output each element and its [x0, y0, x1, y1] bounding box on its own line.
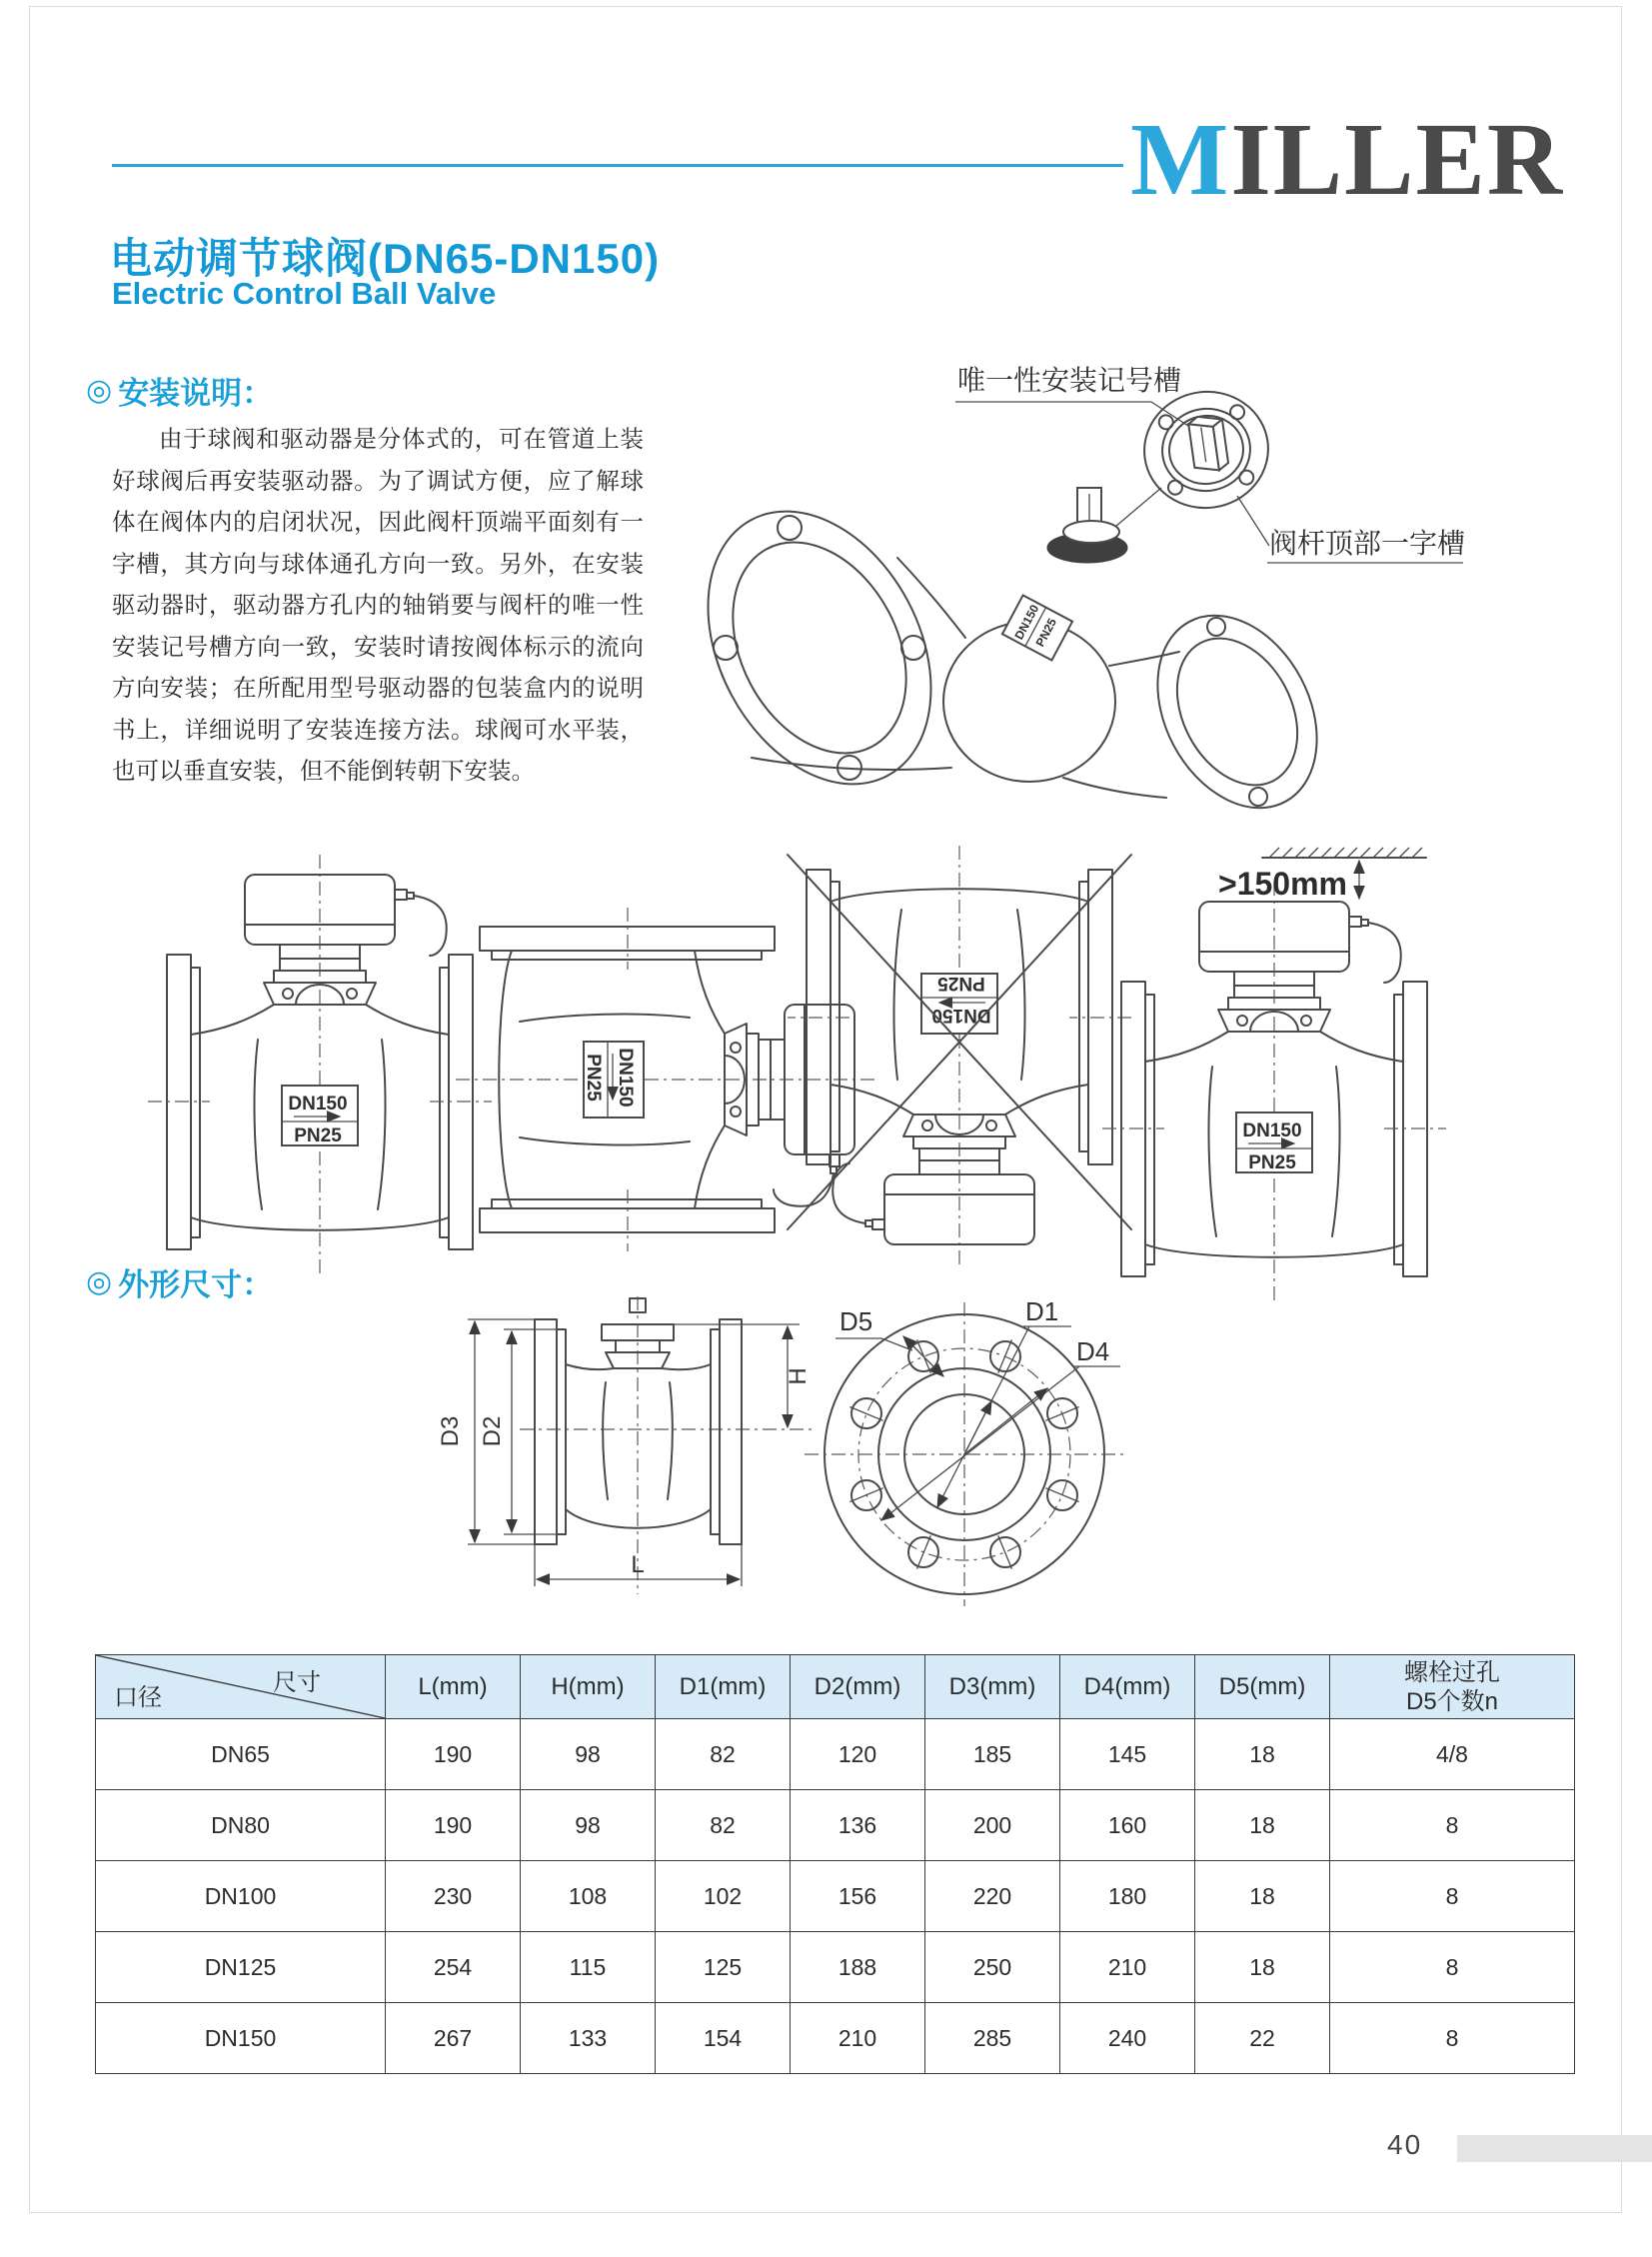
col-header-D4: D4(mm): [1060, 1655, 1195, 1719]
corner-label-size: 尺寸: [273, 1669, 321, 1696]
footer-bar: [1457, 2135, 1652, 2162]
table-corner-cell: [96, 1655, 386, 1719]
clearance-label: >150mm: [1218, 866, 1347, 902]
fig-horizontal-ok: [148, 855, 492, 1274]
col-header-D5: D5(mm): [1195, 1655, 1330, 1719]
install-section-heading: [86, 368, 273, 413]
table-row: DN100 230 108 102 156 220 180 18 8: [96, 1861, 1575, 1932]
header-rule: [112, 164, 1123, 167]
svg-text:阀杆顶部一字槽: 阀杆顶部一字槽: [1269, 528, 1466, 559]
mounting-orientation-figures: DN150 PN25 >150mm: [120, 845, 1539, 1289]
fig-upside-down-forbidden: [788, 845, 1131, 1264]
iso-left-flange: [664, 473, 976, 823]
row-model: DN65: [96, 1719, 386, 1790]
page-title: 电动调节球阀(DN65-DN150): [110, 235, 661, 282]
col-header-H: H(mm): [521, 1655, 656, 1719]
svg-text:唯一性安装记号槽: 唯一性安装记号槽: [957, 365, 1182, 396]
iso-valve-figure: [640, 250, 1519, 810]
row-model: DN150: [96, 2003, 386, 2074]
col-header-D1: D1(mm): [656, 1655, 791, 1719]
table-header-row: [96, 1655, 1575, 1719]
row-model: DN80: [96, 1790, 386, 1861]
col-header-L: L(mm): [386, 1655, 521, 1719]
col-header-D3: D3(mm): [925, 1655, 1060, 1719]
table-row: DN125 254 115 125 188 250 210 18 8: [96, 1932, 1575, 2003]
table-row: DN65 190 98 82 120 185 145 18 4/8: [96, 1719, 1575, 1790]
spec-table: [95, 1654, 1575, 2074]
install-heading-label: 安装说明：: [118, 376, 274, 411]
dim-D2: [479, 1329, 557, 1534]
iso-valve-body: [664, 473, 1349, 836]
row-model: DN125: [96, 1932, 386, 2003]
col-header-bolt-holes: 螺栓过孔 D5个数n: [1330, 1655, 1575, 1719]
svg-text:D2: D2: [479, 1415, 506, 1447]
dims-heading-label: 外形尺寸：: [118, 1267, 274, 1302]
iso-name-plate: [1002, 595, 1072, 660]
col-header-D2: D2(mm): [791, 1655, 925, 1719]
stem-top-disc: [1137, 384, 1276, 516]
brand-logo-initial: M: [1130, 102, 1231, 217]
svg-text:DN150: DN150: [1011, 602, 1042, 643]
row-model: DN100: [96, 1861, 386, 1932]
brand-logo-rest: ILLER: [1230, 102, 1564, 217]
dim-flange-view: [805, 1296, 1124, 1606]
dim-side-view: [437, 1296, 815, 1594]
section-bullet-icon: ◎: [86, 1265, 113, 1298]
svg-text:D4: D4: [1076, 1336, 1110, 1366]
iso-right-flange: [1126, 588, 1349, 836]
table-row: DN80 190 98 82 136 200 160 18 8: [96, 1790, 1575, 1861]
dimension-figures: [380, 1294, 1159, 1654]
svg-text:D3: D3: [437, 1415, 464, 1447]
svg-text:D1: D1: [1025, 1296, 1059, 1326]
brand-logo: [1039, 102, 1564, 217]
hatch-ticks: [1269, 848, 1422, 858]
section-bullet-icon: ◎: [86, 374, 113, 407]
page-subtitle: Electric Control Ball Valve: [112, 276, 497, 311]
fig-clearance-ok: [1102, 848, 1446, 1301]
svg-text:PN25: PN25: [1032, 616, 1060, 650]
table-row: DN150 267 133 154 210 285 240 22 8: [96, 2003, 1575, 2074]
svg-text:H: H: [785, 1367, 812, 1385]
dim-D4: [881, 1336, 1120, 1520]
svg-text:L: L: [631, 1551, 645, 1578]
install-paragraph: 由于球阀和驱动器是分体式的，可在管道上装好球阀后再安装驱动器。为了调试方便，应了解球体在阀体内的启闭状况，因此阀杆顶端平面刻有一字槽，其方向与球体通孔方向一致。另外，在安装驱动器时，驱动器方孔内的轴销要与阀杆的唯一性安装记号槽方向一致，安装时请按阀体标示的流向方向安装；在所配用型号驱动器的包装盒内的说明书上，详细说明了安装连接方法。球阀可水平装，也可以垂直安装，但不能倒转朝下安装。: [112, 426, 644, 784]
fig-side-ok: [455, 908, 874, 1251]
dims-section-heading: [86, 1259, 273, 1304]
callout-stem-slot: [1237, 496, 1465, 563]
svg-text:D5: D5: [839, 1306, 873, 1336]
corner-label-bore: 口径: [114, 1684, 162, 1711]
page-number: 40: [1387, 2129, 1423, 2160]
